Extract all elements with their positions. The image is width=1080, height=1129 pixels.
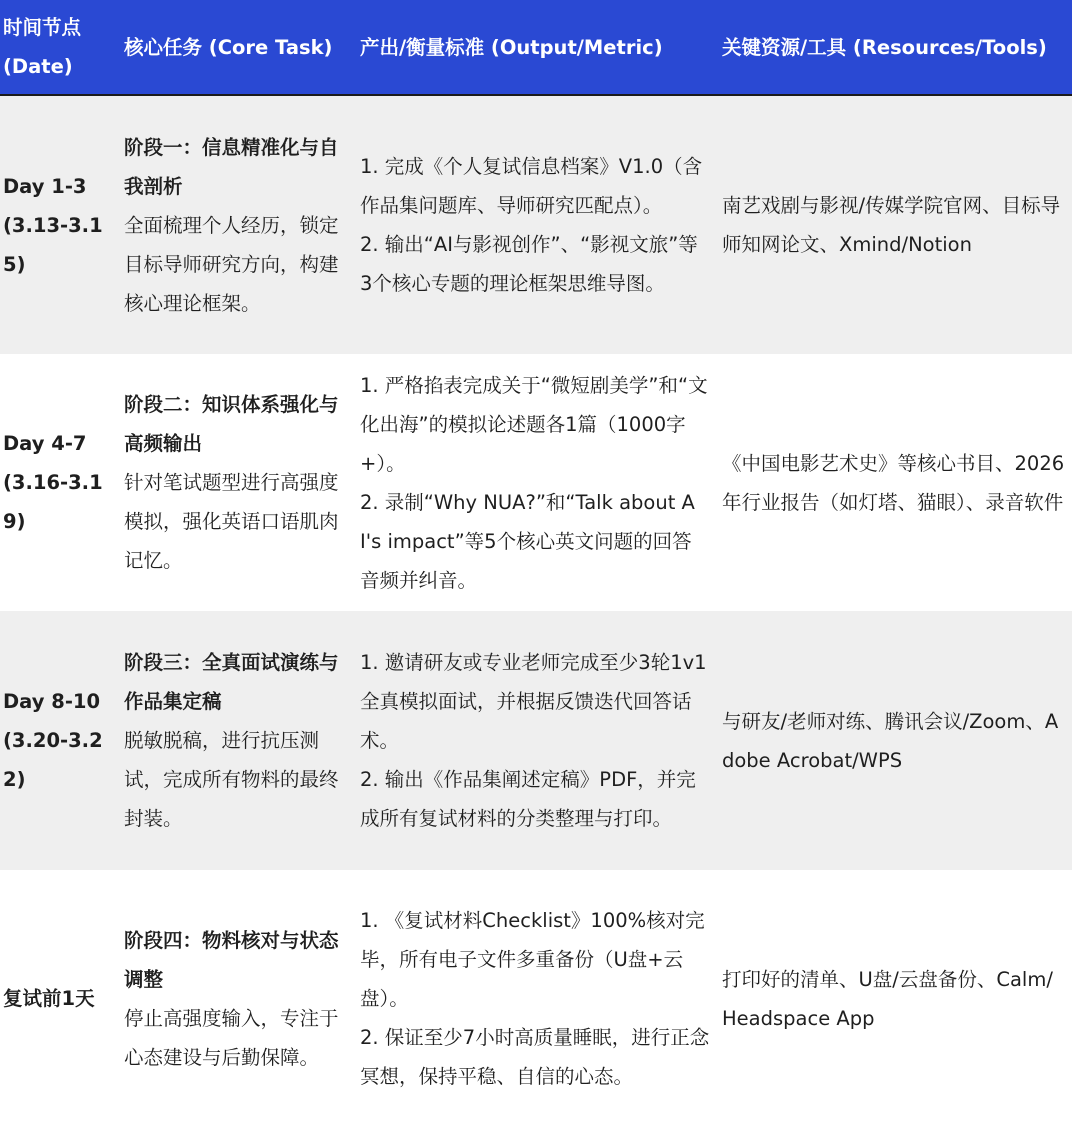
task-cell	[118, 611, 354, 870]
header-core-task: 核心任务 (Core Task)	[118, 0, 354, 95]
task-title: 阶段一：信息精准化与自我剖析	[124, 135, 339, 198]
output-item: 2. 录制“Why NUA?”和“Talk about AI's impact”等5个核心英文问题的回答音频并纠音。	[360, 490, 695, 592]
table-row	[0, 870, 1072, 1127]
date-cell: Day 1-3 (3.13-3.15)	[3, 174, 103, 276]
date-cell: Day 4-7 (3.16-3.19)	[3, 432, 103, 533]
output-cell	[354, 870, 716, 1127]
task-description: 停止高强度输入，专注于心态建设与后勤保障。	[124, 1006, 339, 1069]
resources-text: 与研友/老师对练、腾讯会议/Zoom、Adobe Acrobat/WPS	[722, 709, 1059, 772]
task-cell	[118, 354, 354, 611]
output-item: 2. 输出《作品集阐述定稿》PDF，并完成所有复试材料的分类整理与打印。	[360, 768, 696, 830]
output-cell	[354, 354, 716, 611]
output-cell	[354, 611, 716, 870]
output-item: 1. 邀请研友或专业老师完成至少3轮1v1全真模拟面试，并根据反馈迭代回答话术。	[360, 651, 707, 752]
table-row	[0, 611, 1072, 870]
header-date: 时间节点 (Date)	[0, 0, 118, 95]
task-title: 阶段二：知识体系强化与高频输出	[124, 393, 339, 455]
table-row	[0, 95, 1072, 354]
output-item: 2. 保证至少7小时高质量睡眠，进行正念冥想，保持平稳、自信的心态。	[360, 1026, 710, 1088]
header-resources-tools: 关键资源/工具 (Resources/Tools)	[716, 0, 1072, 95]
task-description: 全面梳理个人经历，锁定目标导师研究方向，构建核心理论框架。	[124, 213, 339, 315]
resources-text: 打印好的清单、U盘/云盘备份、Calm/Headspace App	[722, 967, 1053, 1030]
resources-cell	[716, 95, 1072, 354]
header-output-metric: 产出/衡量标准 (Output/Metric)	[354, 0, 716, 95]
output-cell	[354, 95, 716, 354]
date-cell: Day 8-10 (3.20-3.22)	[3, 690, 103, 791]
task-description: 脱敏脱稿，进行抗压测试，完成所有物料的最终封装。	[124, 729, 339, 830]
resources-cell	[716, 611, 1072, 870]
table-header-row	[0, 0, 1072, 95]
table-row	[0, 354, 1072, 611]
output-item: 1. 《复试材料Checklist》100%核对完毕，所有电子文件多重备份（U盘+云盘）。	[360, 909, 705, 1010]
resources-text: 南艺戏剧与影视/传媒学院官网、目标导师知网论文、Xmind/Notion	[722, 194, 1061, 256]
task-cell	[118, 95, 354, 354]
task-title: 阶段三：全真面试演练与作品集定稿	[124, 651, 339, 713]
task-description: 针对笔试题型进行高强度模拟，强化英语口语肌肉记忆。	[124, 471, 339, 572]
output-item: 2. 输出“AI与影视创作”、“影视文旅”等3个核心专题的理论框架思维导图。	[360, 233, 698, 295]
output-item: 1. 完成《个人复试信息档案》V1.0（含作品集问题库、导师研究匹配点）。	[360, 155, 703, 217]
date-cell: 复试前1天	[3, 987, 95, 1010]
task-title: 阶段四：物料核对与状态调整	[124, 928, 339, 991]
resources-cell	[716, 354, 1072, 611]
resources-cell	[716, 870, 1072, 1127]
resources-text: 《中国电影艺术史》等核心书目、2026年行业报告（如灯塔、猫眼）、录音软件	[722, 451, 1065, 514]
output-item: 1. 严格掐表完成关于“微短剧美学”和“文化出海”的模拟论述题各1篇（1000字+）。	[360, 373, 708, 475]
task-cell	[118, 870, 354, 1127]
